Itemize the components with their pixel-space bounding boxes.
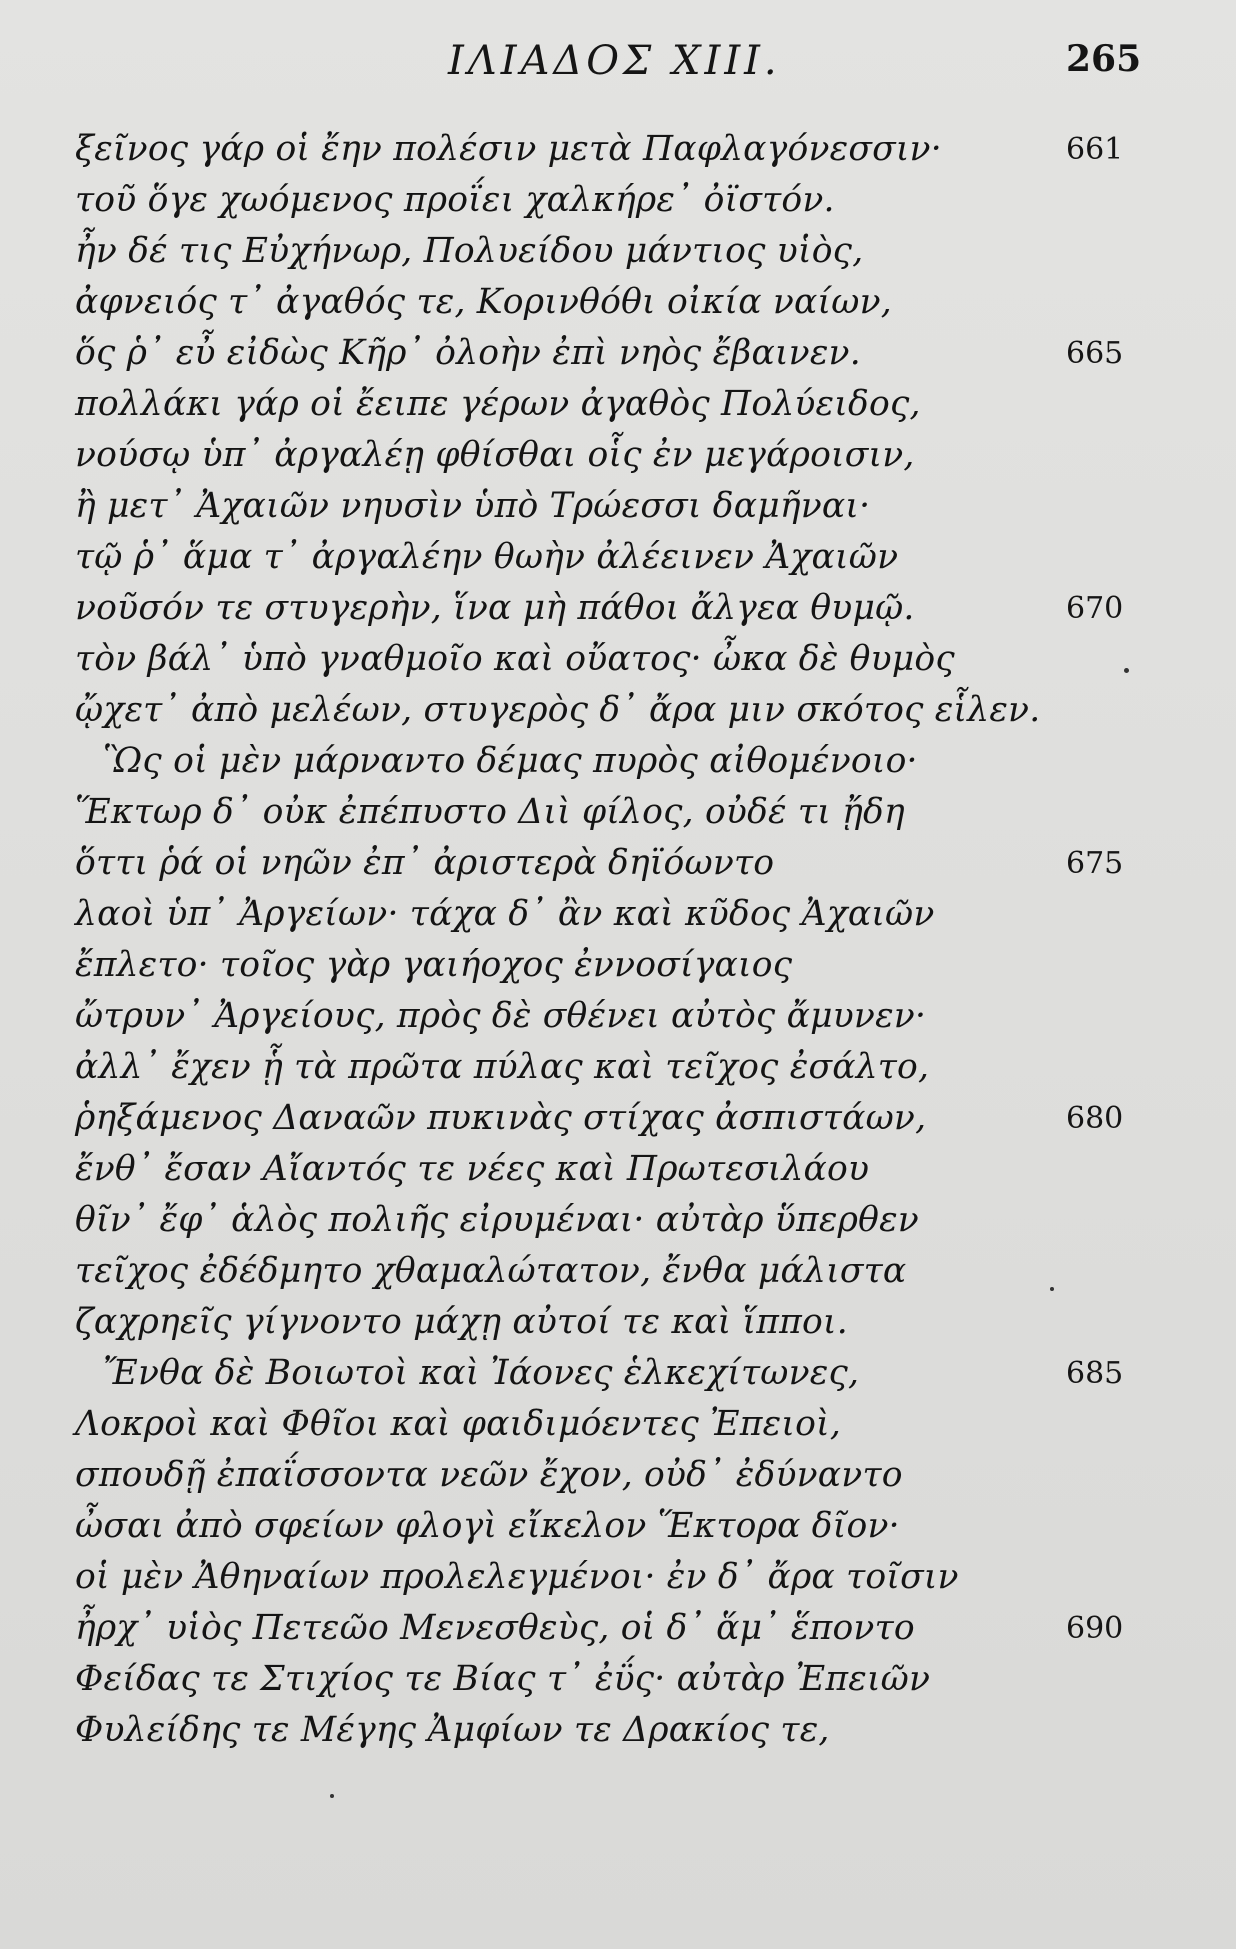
verse-text: Φυλείδης τε Μέγης Ἀμφίων τε Δρακίος τε,	[75, 1710, 830, 1750]
verse-text: τοῦ ὅγε χωόμενος προΐει χαλκήρε᾽ ὀϊστόν.	[75, 180, 835, 220]
verse-text: ἀλλ᾽ ἔχεν ᾗ τὰ πρῶτα πύλας καὶ τεῖχος ἐσάλτο,	[75, 1047, 930, 1087]
verse-text: ᾤχετ᾽ ἀπὸ μελέων, στυγερὸς δ᾽ ἄρα μιν σκότος εἷλεν.	[75, 690, 1041, 730]
page-header	[0, 28, 1236, 98]
verse-line	[75, 175, 1155, 226]
verse-line	[75, 1603, 1155, 1654]
verse-line	[75, 1246, 1155, 1297]
verse-text: ὤτρυν᾽ Ἀργείους, πρὸς δὲ σθένει αὐτὸς ἄμυνεν·	[75, 996, 927, 1036]
verse-line	[75, 430, 1155, 481]
verse-text: νοῦσόν τε στυγερὴν, ἵνα μὴ πάθοι ἄλγεα θυμῷ.	[75, 588, 915, 628]
verse-line	[75, 1501, 1155, 1552]
page-number: 265	[1066, 38, 1142, 80]
line-number: 661	[1066, 132, 1124, 167]
verse-text: ἔνθ᾽ ἔσαν Αἴαντός τε νέες καὶ Πρωτεσιλάου	[75, 1149, 870, 1189]
verse-line	[75, 685, 1155, 736]
verse-text: ἦρχ᾽ υἱὸς Πετεῶο Μενεσθεὺς, οἱ δ᾽ ἅμ᾽ ἕποντο	[75, 1608, 915, 1648]
print-speck	[1050, 1287, 1054, 1291]
verse-line	[75, 1705, 1155, 1756]
verse-line	[75, 328, 1155, 379]
verse-line	[75, 1042, 1155, 1093]
verse-text: θῖν᾽ ἔφ᾽ ἁλὸς πολιῆς εἰρυμέναι· αὐτὰρ ὕπερθεν	[75, 1200, 919, 1240]
verse-line	[75, 379, 1155, 430]
verse-text: Ἔνθα δὲ Βοιωτοὶ καὶ Ἰάονες ἑλκεχίτωνες,	[103, 1353, 860, 1393]
verse-line	[75, 1450, 1155, 1501]
print-speck	[330, 1794, 334, 1798]
verse-line	[75, 787, 1155, 838]
verse-text: οἱ μὲν Ἀθηναίων προλελεγμένοι· ἐν δ᾽ ἄρα τοῖσιν	[75, 1557, 959, 1597]
verse-line	[75, 634, 1155, 685]
verse-line	[75, 532, 1155, 583]
line-number: 690	[1066, 1611, 1124, 1646]
verse-text: τεῖχος ἐδέδμητο χθαμαλώτατον, ἔνθα μάλιστα	[75, 1251, 907, 1291]
line-number: 680	[1066, 1101, 1124, 1136]
verse-text: λαοὶ ὑπ᾽ Ἀργείων· τάχα δ᾽ ἂν καὶ κῦδος Ἀχαιῶν	[75, 894, 935, 934]
verse-line	[75, 1093, 1155, 1144]
verse-line	[75, 940, 1155, 991]
verse-text: ὦσαι ἀπὸ σφείων φλογὶ εἴκελον Ἕκτορα δῖον·	[75, 1506, 900, 1546]
verse-text: ζαχρηεῖς γίγνοντο μάχῃ αὐτοί τε καὶ ἵπποι.	[75, 1302, 848, 1342]
verse-text: ἦν δέ τις Εὐχήνωρ, Πολυείδου μάντιος υἱὸς,	[75, 231, 864, 271]
verse-line	[75, 736, 1155, 787]
verse-text: ξεῖνος γάρ οἱ ἔην πολέσιν μετὰ Παφλαγόνεσσιν·	[75, 129, 942, 169]
verse-line	[75, 889, 1155, 940]
verse-text: ἀφνειός τ᾽ ἀγαθός τε, Κορινθόθι οἰκία ναίων,	[75, 282, 892, 322]
verse-text: Λοκροὶ καὶ Φθῖοι καὶ φαιδιμόεντες Ἐπειοὶ,	[75, 1404, 841, 1444]
verse-line	[75, 1399, 1155, 1450]
verse-text: ἢ μετ᾽ Ἀχαιῶν νηυσὶν ὑπὸ Τρώεσσι δαμῆναι·	[75, 486, 871, 526]
verse-line	[75, 1195, 1155, 1246]
verse-text: τῷ ῥ᾽ ἅμα τ᾽ ἀργαλέην θωὴν ἀλέεινεν Ἀχαιῶν	[75, 537, 899, 577]
verse-line	[75, 1552, 1155, 1603]
verse-text: Ἕκτωρ δ᾽ οὐκ ἐπέπυστο Διὶ φίλος, οὐδέ τι ᾔδη	[75, 792, 905, 832]
verse-text: ὅς ῥ᾽ εὖ εἰδὼς Κῆρ᾽ ὀλοὴν ἐπὶ νηὸς ἔβαινεν.	[75, 333, 861, 373]
verse-text: πολλάκι γάρ οἱ ἔειπε γέρων ἀγαθὸς Πολύειδος,	[75, 384, 921, 424]
running-title: ΙΛΙΑΔΟΣ XIII.	[448, 38, 781, 84]
verse-line	[75, 583, 1155, 634]
verse-line	[75, 1348, 1155, 1399]
verse-text: Φείδας τε Στιχίος τε Βίας τ᾽ ἐΰς· αὐτὰρ Ἐπειῶν	[75, 1659, 931, 1699]
verse-line	[75, 1297, 1155, 1348]
verse-line	[75, 481, 1155, 532]
verse-text: σπουδῇ ἐπαΐσσοντα νεῶν ἔχον, οὐδ᾽ ἐδύναντο	[75, 1455, 903, 1495]
line-number: 665	[1066, 336, 1124, 371]
print-speck	[1124, 668, 1129, 673]
verse-line	[75, 226, 1155, 277]
verse-text: τὸν βάλ᾽ ὑπὸ γναθμοῖο καὶ οὔατος· ὦκα δὲ θυμὸς	[75, 639, 955, 679]
verse-line	[75, 277, 1155, 328]
verse-text: ῥηξάμενος Δαναῶν πυκινὰς στίχας ἀσπιστάων,	[75, 1098, 927, 1138]
verse-line	[75, 838, 1155, 889]
verse-text: ἔπλετο· τοῖος γὰρ γαιήοχος ἐννοσίγαιος	[75, 945, 793, 985]
verse-line	[75, 991, 1155, 1042]
verse-line	[75, 1654, 1155, 1705]
verse-text: ὅττι ῥά οἱ νηῶν ἐπ᾽ ἀριστερὰ δηϊόωντο	[75, 843, 775, 883]
line-number: 685	[1066, 1356, 1124, 1391]
verse-block	[75, 124, 1155, 1756]
line-number: 670	[1066, 591, 1124, 626]
verse-text: νούσῳ ὑπ᾽ ἀργαλέῃ φθίσθαι οἷς ἐν μεγάροισιν,	[75, 435, 915, 475]
verse-text: Ὣς οἱ μὲν μάρναντο δέμας πυρὸς αἰθομένοιο·	[103, 741, 918, 781]
line-number: 675	[1066, 846, 1124, 881]
verse-line	[75, 1144, 1155, 1195]
verse-line	[75, 124, 1155, 175]
